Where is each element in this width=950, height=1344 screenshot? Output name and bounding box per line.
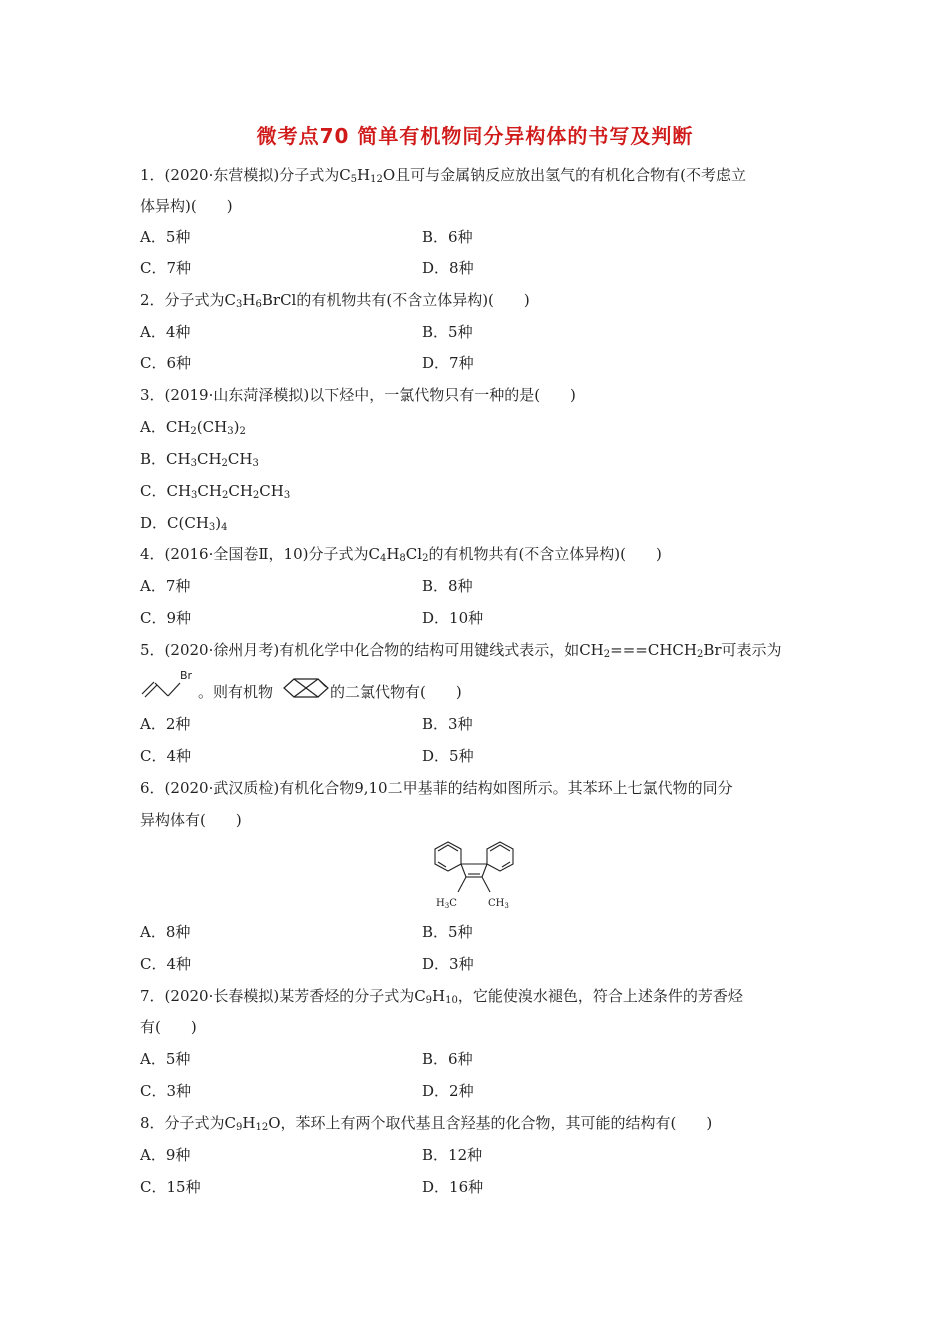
- question-6-stem-cont: 异构体有( ): [140, 811, 242, 829]
- q5-option-c[interactable]: C．4种: [140, 747, 192, 765]
- q6-option-c[interactable]: C．4种: [140, 955, 192, 973]
- question-3-stem: 3．(2019·山东菏泽模拟)以下烃中，一氯代物只有一种的是( ): [140, 386, 576, 404]
- q4-option-d[interactable]: D．10种: [422, 609, 484, 627]
- question-6-stem: 6．(2020·武汉质检)有机化合物9,10二甲基菲的结构如图所示。其苯环上七氯代物的同分: [140, 779, 733, 797]
- q3-option-b[interactable]: B．$CH_3CH_2CH_3$: [140, 450, 259, 469]
- q5-option-d[interactable]: D．5种: [422, 747, 474, 765]
- q2-option-d[interactable]: D．7种: [422, 354, 474, 372]
- q8-option-c[interactable]: C．15种: [140, 1178, 201, 1196]
- q7-option-c[interactable]: C．3种: [140, 1082, 192, 1100]
- q5-option-b[interactable]: B．3种: [422, 715, 473, 733]
- q1-option-b[interactable]: B．6种: [422, 228, 473, 246]
- dimethylphenanthrene-structure-figure: [428, 838, 528, 914]
- q6-option-d[interactable]: D．3种: [422, 955, 474, 973]
- q6-option-b[interactable]: B．5种: [422, 923, 473, 941]
- allyl-bromide-skeletal-figure: [140, 668, 196, 700]
- q3-option-a[interactable]: A．$CH_2(CH_3)_2$: [140, 418, 246, 437]
- question-5-stem: 5．(2020·徐州月考)有机化学中化合物的结构可用键线式表示，如$CH_2===CHCH_2Br$可表示为: [140, 641, 782, 660]
- q1-option-a[interactable]: A．5种: [140, 228, 191, 246]
- question-5-stem-cont-b: 的二氯代物有( ): [330, 683, 462, 701]
- q1-option-c[interactable]: C．7种: [140, 259, 192, 277]
- question-7-stem-cont: 有( ): [140, 1018, 197, 1036]
- q7-option-b[interactable]: B．6种: [422, 1050, 473, 1068]
- q2-option-c[interactable]: C．6种: [140, 354, 192, 372]
- q8-option-a[interactable]: A．9种: [140, 1146, 191, 1164]
- q7-option-d[interactable]: D．2种: [422, 1082, 474, 1100]
- q3-option-c[interactable]: C．$CH_3CH_2CH_2CH_3$: [140, 482, 291, 501]
- question-2-stem: 2．分子式为$C_3H_6BrCl$的有机物共有(不含立体异构)( ): [140, 291, 530, 310]
- q4-option-b[interactable]: B．8种: [422, 577, 473, 595]
- question-1-stem: 1．(2020·东营模拟)分子式为$C_5H_{12}O$且可与金属钠反应放出氢气的有机化合物有(不考虑立: [140, 166, 747, 185]
- question-7-stem: 7．(2020·长春模拟)某芳香烃的分子式为$C_9H_{10}$，它能使溴水褪色，符合上述条件的芳香烃: [140, 987, 743, 1006]
- q4-option-a[interactable]: A．7种: [140, 577, 191, 595]
- br-label: Br: [180, 669, 193, 682]
- question-4-stem: 4．(2016·全国卷Ⅱ，10)分子式为$C_4H_8Cl_2$的有机物共有(不含立体异构)( ): [140, 545, 662, 564]
- question-5-stem-cont-a: 。则有机物: [198, 683, 274, 701]
- q6-option-a[interactable]: A．8种: [140, 923, 191, 941]
- q8-option-d[interactable]: D．16种: [422, 1178, 484, 1196]
- q4-option-c[interactable]: C．9种: [140, 609, 192, 627]
- h3c-label: $H_3C$: [436, 898, 457, 910]
- q2-option-a[interactable]: A．4种: [140, 323, 191, 341]
- page-title: 微考点70 简单有机物同分异构体的书写及判断: [256, 124, 694, 148]
- bicyclic-molecule-figure: [282, 676, 330, 700]
- q5-option-a[interactable]: A．2种: [140, 715, 191, 733]
- q3-option-d[interactable]: D．$C(CH_3)_4$: [140, 514, 228, 533]
- q2-option-b[interactable]: B．5种: [422, 323, 473, 341]
- q7-option-a[interactable]: A．5种: [140, 1050, 191, 1068]
- q1-option-d[interactable]: D．8种: [422, 259, 474, 277]
- question-1-stem-cont: 体异构)( ): [140, 197, 233, 215]
- q8-option-b[interactable]: B．12种: [422, 1146, 483, 1164]
- ch3-label: $CH_3$: [488, 898, 509, 910]
- question-8-stem: 8．分子式为$C_9H_{12}O$，苯环上有两个取代基且含羟基的化合物，其可能的结构有( ): [140, 1114, 713, 1133]
